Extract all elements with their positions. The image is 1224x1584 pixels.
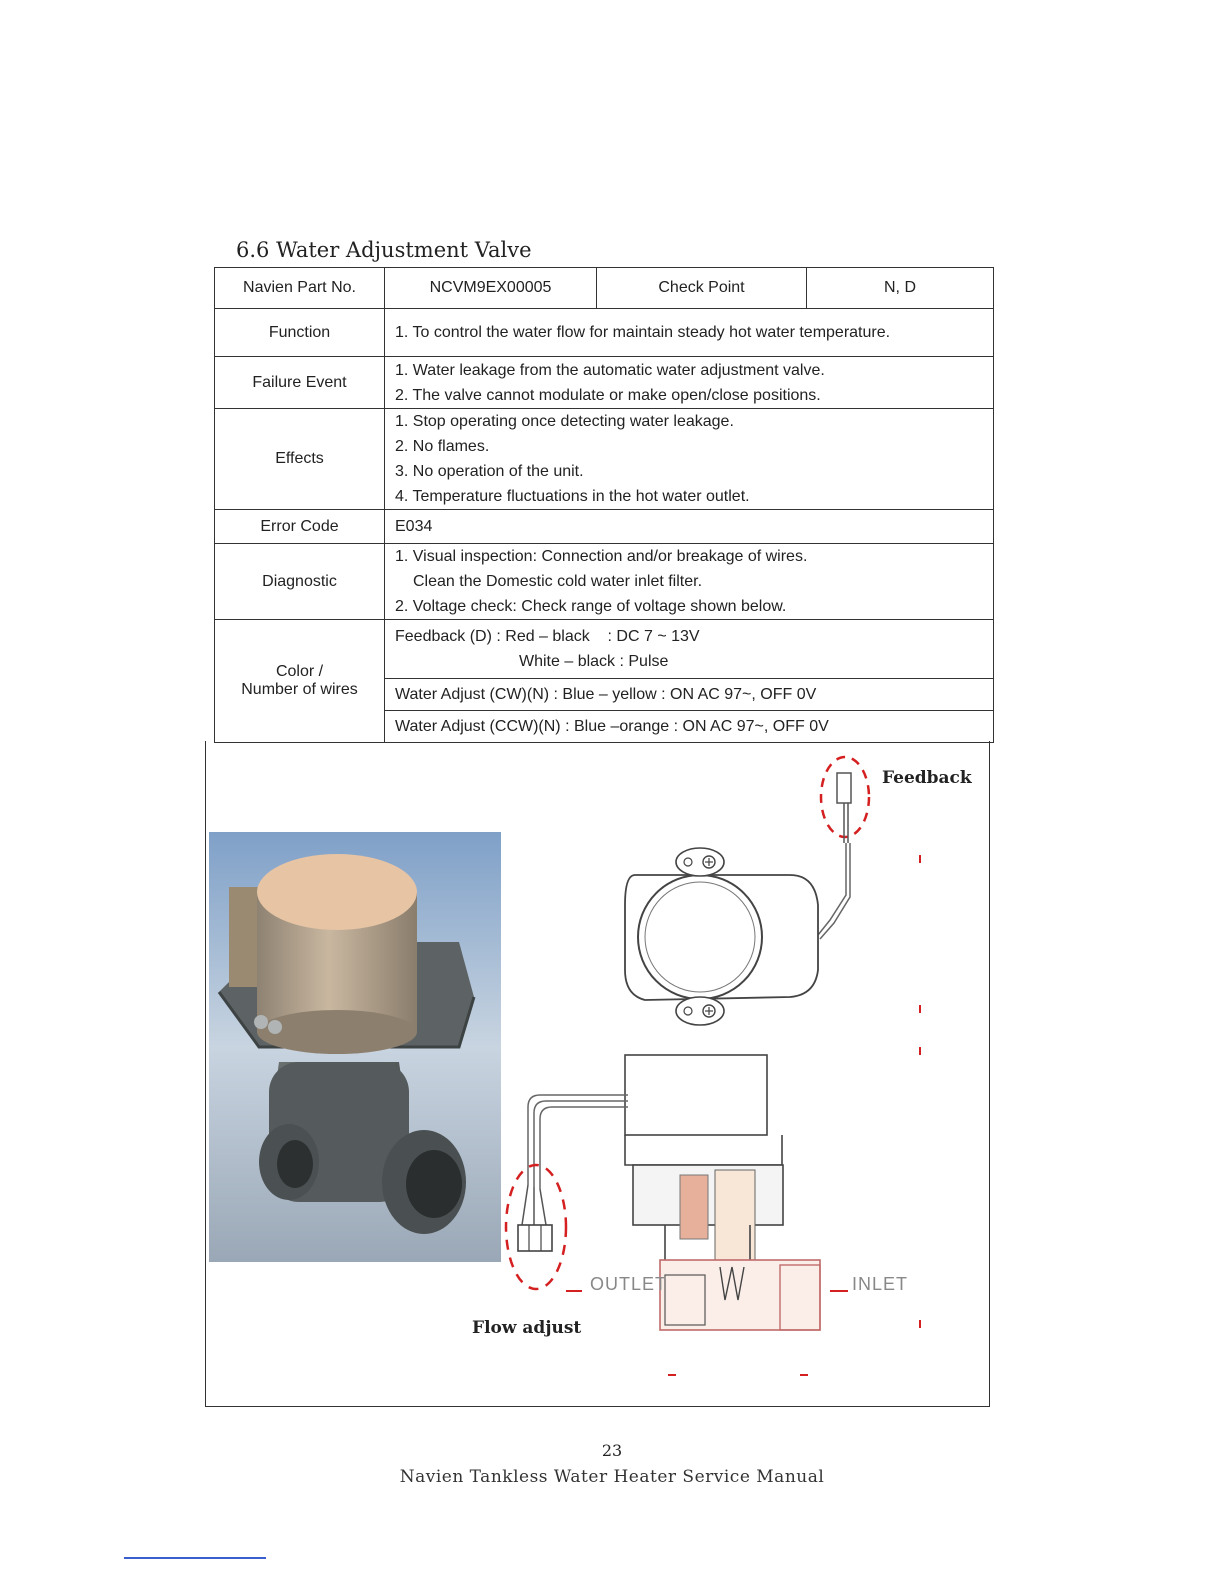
row-error-code (215, 510, 994, 544)
function-line: 1. To control the water flow for maintain steady hot water temperature. (395, 324, 891, 341)
feedback-label: Feedback (882, 768, 972, 788)
water-adjust-cw: Water Adjust (CW)(N) : Blue – yellow : ON AC 97~, OFF 0V (385, 679, 994, 711)
error-code-label: Error Code (215, 510, 385, 544)
color-label-line: Number of wires (241, 681, 358, 698)
function-cell (385, 309, 994, 357)
part-no-label: Navien Part No. (215, 268, 385, 309)
row-feedback (215, 620, 994, 679)
failure-label: Failure Event (215, 357, 385, 409)
feedback-line: White – black : Pulse (519, 653, 669, 670)
valve-diagram (500, 755, 950, 1395)
diagnostic-cell (385, 544, 994, 620)
diagnostic-line: 1. Visual inspection: Connection and/or breakage of wires. (395, 548, 808, 565)
diagnostic-line: Clean the Domestic cold water inlet filter. (413, 573, 703, 590)
feedback-cell (385, 620, 994, 679)
effects-line: 4. Temperature fluctuations in the hot water outlet. (395, 488, 750, 505)
check-point-value: N, D (807, 268, 994, 309)
row-failure (215, 357, 994, 409)
flow-adjust-label: Flow adjust (472, 1318, 582, 1338)
effects-line: 1. Stop operating once detecting water leakage. (395, 413, 734, 430)
diagnostic-label: Diagnostic (215, 544, 385, 620)
feedback-line: Feedback (D) : Red – black : DC 7 ~ 13V (395, 628, 700, 645)
diagnostic-line: 2. Voltage check: Check range of voltage shown below. (395, 598, 787, 615)
color-wires-label (215, 620, 385, 743)
failure-line: 2. The valve cannot modulate or make open/close positions. (395, 386, 821, 404)
section-title: 6.6 Water Adjustment Valve (236, 238, 532, 262)
row-part-no (215, 268, 994, 309)
effects-cell (385, 409, 994, 510)
failure-line: 1. Water leakage from the automatic water adjustment valve. (395, 361, 825, 379)
color-label-line: Color / (275, 663, 324, 680)
row-function (215, 309, 994, 357)
outlet-label: OUTLET (590, 1274, 668, 1294)
failure-cell (385, 357, 994, 409)
valve-photo (209, 832, 501, 1262)
effects-label: Effects (215, 409, 385, 510)
part-no-value: NCVM9EX00005 (385, 268, 597, 309)
water-adjust-ccw: Water Adjust (CCW)(N) : Blue –orange : ON AC 97~, OFF 0V (385, 711, 994, 743)
inlet-label: INLET (852, 1274, 909, 1294)
row-diagnostic (215, 544, 994, 620)
error-code-value: E034 (385, 510, 994, 544)
spec-table (214, 267, 994, 743)
effects-line: 2. No flames. (395, 438, 490, 455)
page-number: 23 (601, 1441, 623, 1460)
row-effects (215, 409, 994, 510)
check-point-label: Check Point (597, 268, 807, 309)
manual-title: Navien Tankless Water Heater Service Manual (399, 1467, 825, 1487)
footer-rule (124, 1557, 266, 1559)
function-label: Function (215, 309, 385, 357)
effects-line: 3. No operation of the unit. (395, 463, 584, 480)
